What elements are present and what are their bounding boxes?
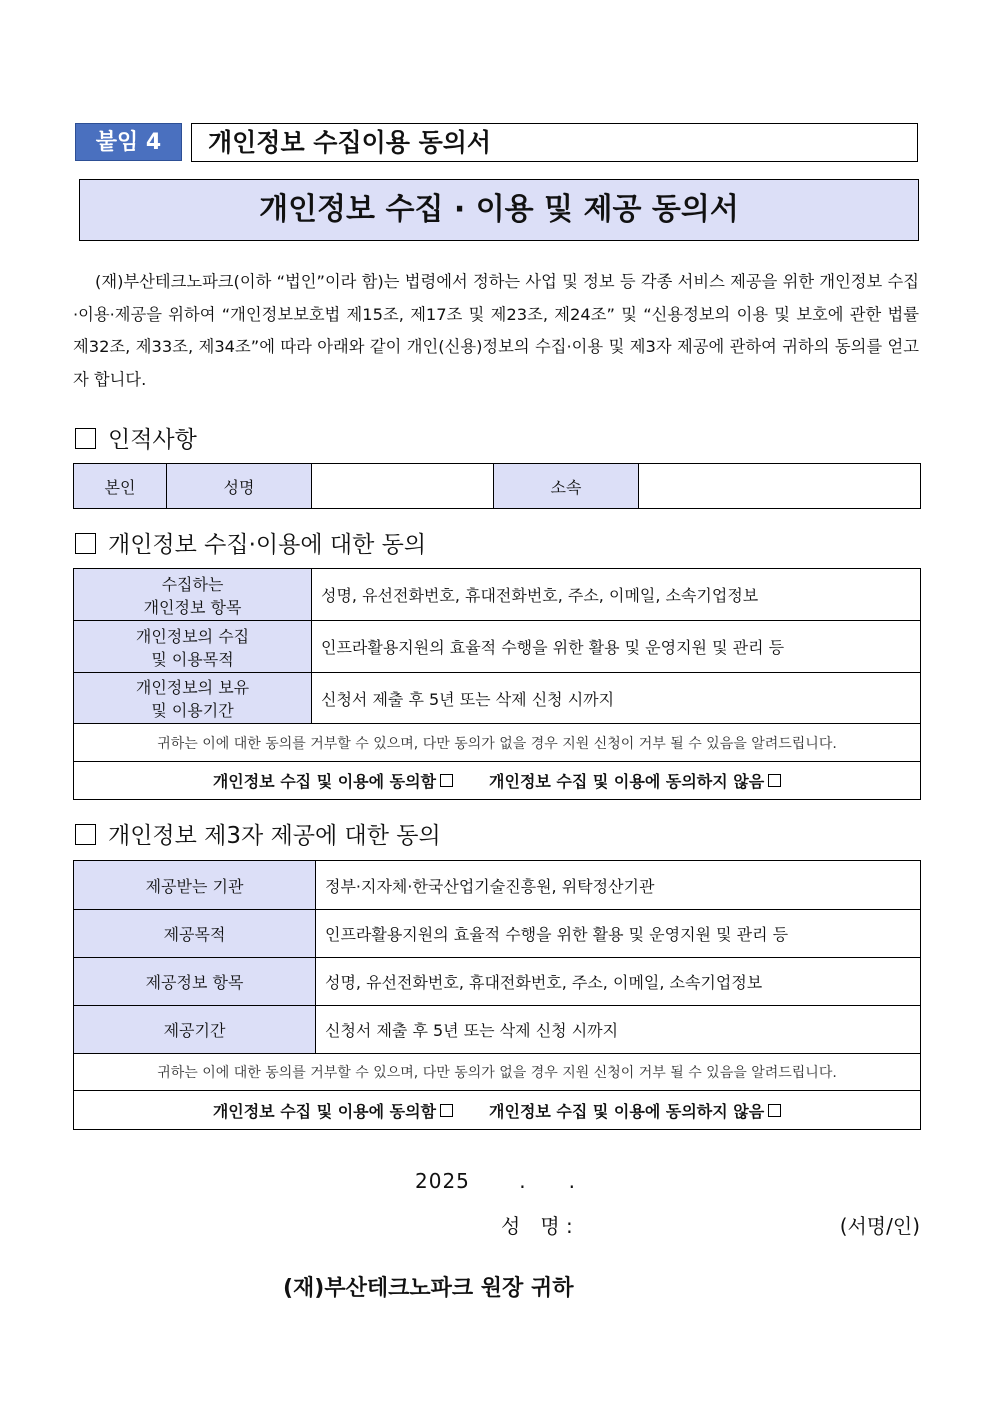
table-row [74, 910, 921, 958]
row-label: 제공기간 [74, 1006, 316, 1054]
disagree-label: 개인정보 수집 및 이용에 동의하지 않음 [489, 772, 765, 791]
refusal-notice: 귀하는 이에 대한 동의를 거부할 수 있으며, 다만 동의가 없을 경우 지원 신청이 거부 될 수 있음을 알려드립니다. [74, 724, 921, 762]
disagree-label: 개인정보 수집 및 이용에 동의하지 않음 [489, 1101, 765, 1121]
section-title: 개인정보 제3자 제공에 대한 동의 [108, 823, 441, 849]
agree-checkbox[interactable] [440, 1104, 453, 1117]
table-row [74, 673, 921, 724]
agree-label: 개인정보 수집 및 이용에 동의함 [212, 772, 437, 791]
checkbox-square-icon [75, 428, 96, 449]
table-row [74, 621, 921, 673]
table-row [74, 958, 921, 1006]
seal-label: (서명/인) [839, 1214, 920, 1238]
collection-consent-table [73, 568, 921, 800]
signature-label: 성 명 : [501, 1214, 573, 1238]
row-label: 개인정보의 수집 및 이용목적 [74, 621, 312, 673]
consent-choice-row [74, 1091, 921, 1130]
row-label: 제공목적 [74, 910, 316, 958]
personal-info-table [73, 463, 921, 509]
date-line: 2025 . . [415, 1169, 576, 1193]
refusal-notice: 귀하는 이에 대한 동의를 거부할 수 있으며, 다만 동의가 없을 경우 지원 신청이 거부 될 수 있음을 알려드립니다. [74, 1054, 921, 1091]
row-value: 성명, 유선전화번호, 휴대전화번호, 주소, 이메일, 소속기업정보 [316, 958, 921, 1006]
header-title: 개인정보 수집이용 동의서 [191, 123, 918, 162]
intro-text: (재)부산테크노파크(이하 “법인”이라 함)는 법령에서 정하는 사업 및 정보 등 각종 서비스 제공을 위한 개인정보 수집·이용·제공을 위하여 “개인정보보호법 제15조, 제17조 및 제23조, 제24조” 및 “신용정보의 이용 및 보호에 관한 법률 제32조, 제33조, 제34조”에 따라 아래와 같이 개인(신용)정보의 수집·이용 및 제3자 제공에 관하여 귀하의 동의를 얻고자 합니다. [73, 272, 919, 389]
row-label: 제공받는 기관 [74, 861, 316, 910]
row-value: 성명, 유선전화번호, 휴대전화번호, 주소, 이메일, 소속기업정보 [312, 569, 921, 621]
row-label: 개인정보의 보유 및 이용기간 [74, 673, 312, 724]
row-value: 인프라활용지원의 효율적 수행을 위한 활용 및 운영지원 및 관리 등 [312, 621, 921, 673]
section-title: 개인정보 수집·이용에 대한 동의 [108, 532, 427, 558]
checkbox-square-icon [75, 824, 96, 845]
section-personal-info-heading [75, 425, 197, 455]
row-label: 제공정보 항목 [74, 958, 316, 1006]
affiliation-input[interactable] [639, 464, 921, 509]
row-value: 정부·지자체·한국산업기술진흥원, 위탁정산기관 [316, 861, 921, 910]
row-label: 수집하는 개인정보 항목 [74, 569, 312, 621]
row-value: 신청서 제출 후 5년 또는 삭제 신청 시까지 [312, 673, 921, 724]
section-collection-heading [75, 530, 426, 560]
label-name: 성명 [167, 464, 312, 509]
section-title: 인적사항 [108, 427, 197, 453]
recipient-line: (재)부산테크노파크 원장 귀하 [283, 1276, 574, 1301]
intro-paragraph [73, 266, 919, 396]
label-self: 본인 [74, 464, 167, 509]
disagree-checkbox[interactable] [768, 1104, 781, 1117]
third-party-consent-table [73, 860, 921, 1130]
checkbox-square-icon [75, 533, 96, 554]
agree-checkbox[interactable] [440, 774, 453, 787]
section-third-party-heading [75, 821, 441, 851]
table-row [74, 861, 921, 910]
row-value: 신청서 제출 후 5년 또는 삭제 신청 시까지 [316, 1006, 921, 1054]
document-title: 개인정보 수집 · 이용 및 제공 동의서 [79, 179, 919, 241]
table-row [74, 569, 921, 621]
name-input[interactable] [312, 464, 494, 509]
row-value: 인프라활용지원의 효율적 수행을 위한 활용 및 운영지원 및 관리 등 [316, 910, 921, 958]
attachment-tag: 붙임 4 [75, 123, 182, 161]
label-affiliation: 소속 [494, 464, 639, 509]
consent-choice-row [74, 762, 921, 800]
disagree-checkbox[interactable] [768, 774, 781, 787]
table-row [74, 1006, 921, 1054]
agree-label: 개인정보 수집 및 이용에 동의함 [212, 1101, 437, 1121]
